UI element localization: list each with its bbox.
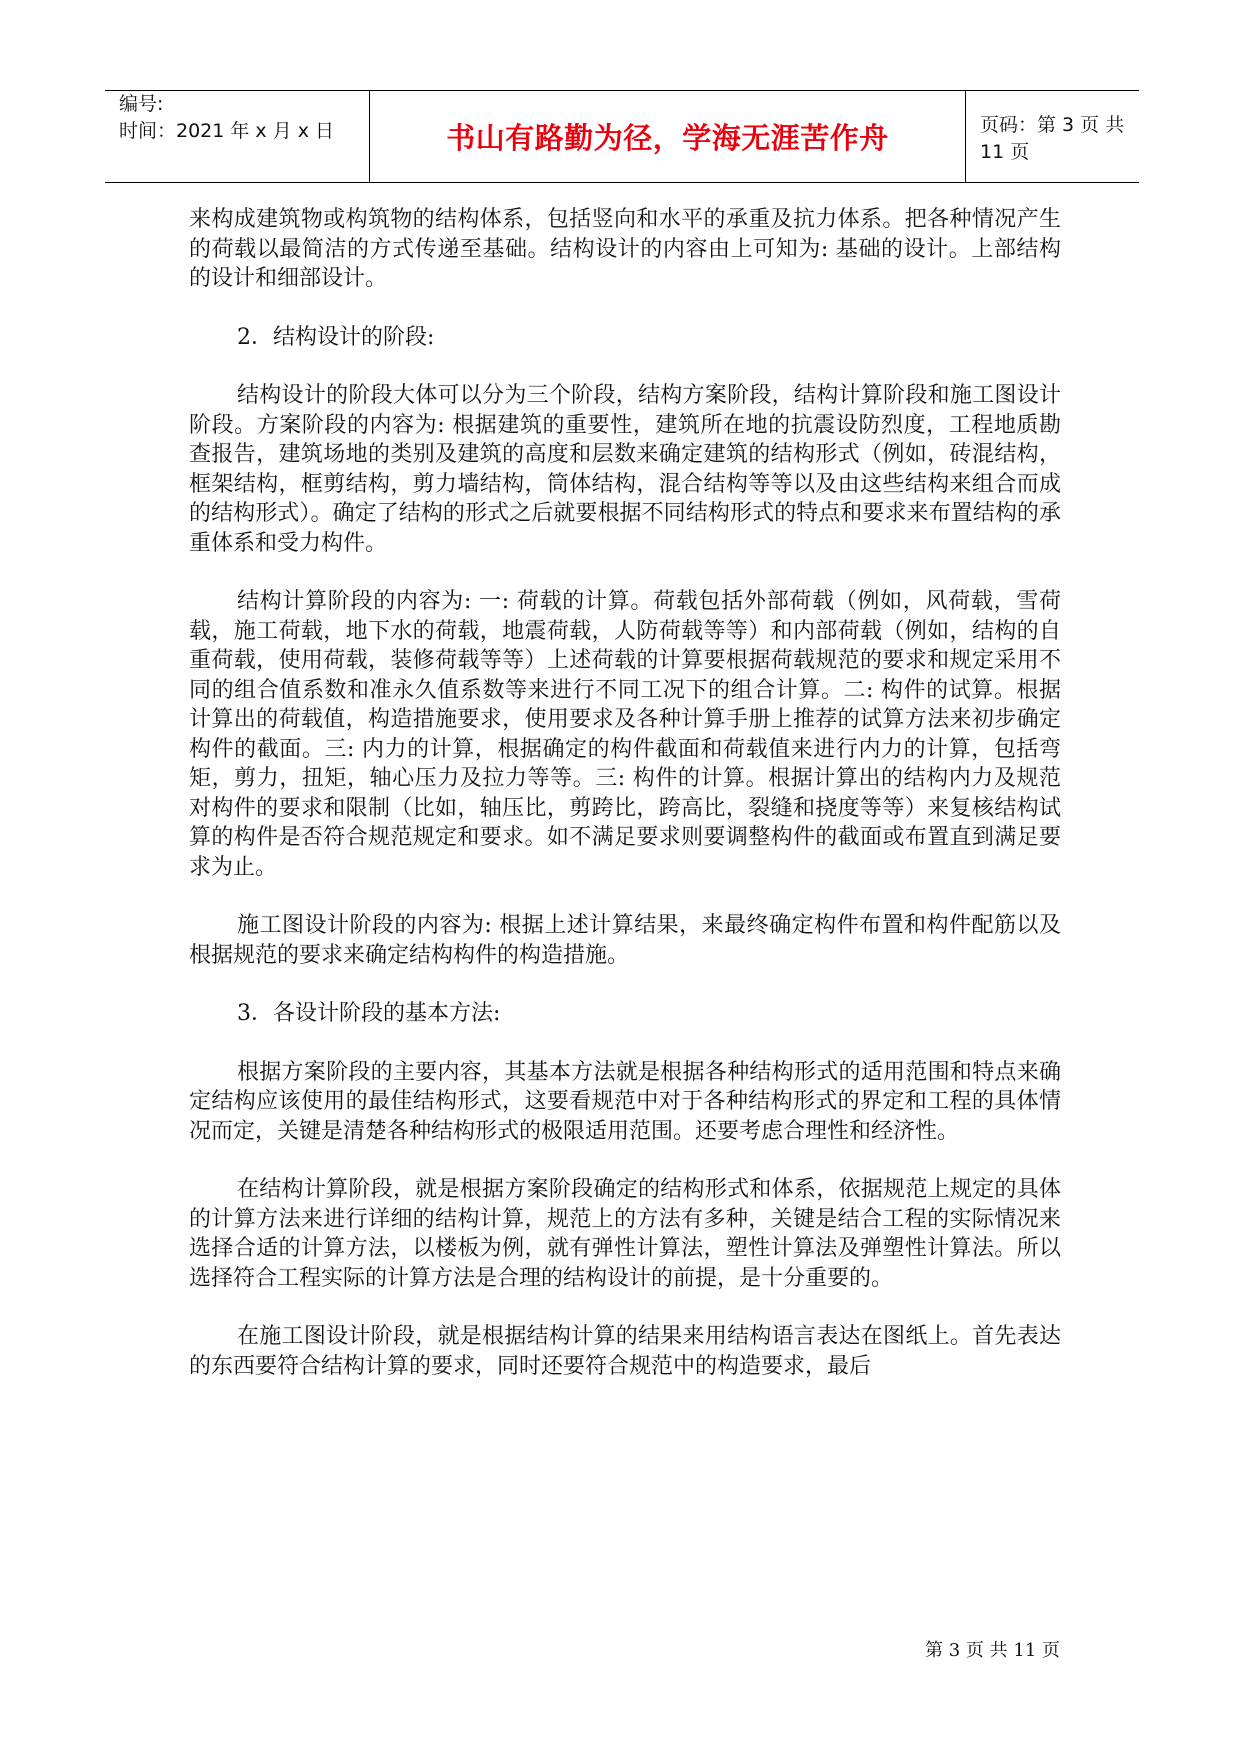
serial-number-label: 编号: [119,93,164,115]
date-label: 时间：2021 年 x 月 x 日 [119,120,335,142]
paragraph-stages-overview: 结构设计的阶段大体可以分为三个阶段，结构方案阶段，结构计算阶段和施工图设计阶段。方案阶段的内容为: 根据建筑的重要性，建筑所在地的抗震设防烈度，工程地质勘查报告，建筑场地的类别及建筑的高度和层数来确定建筑的结构形式（例如，砖混结构，框架结构，框剪结构，剪力墙结构，筒体结构，混合结构等等以及由这些结构来组合而成的结构形式）。确定了结构的形式之后就要根据不同结构形式的特点和要求来布置结构的承重体系和受力构件。 [189,383,1061,556]
section-heading-2: 2．结构设计的阶段: [237,324,435,350]
paragraph-drawing-stage: 施工图设计阶段的内容为: 根据上述计算结果，来最终确定构件布置和构件配筋以及根据规范的要求来确定结构构件的构造措施。 [189,913,1061,968]
header-meta [105,91,370,182]
header-page-number: 页码：第 3 页 共 11 页 [980,113,1125,163]
page-header [105,90,1139,183]
document-body [189,205,1061,1381]
header-motto: 书山有路勤为径，学海无涯苦作舟 [370,91,966,182]
paragraph-scheme-method: 根据方案阶段的主要内容，其基本方法就是根据各种结构形式的适用范围和特点来确定结构应该使用的最佳结构形式，这要看规范中对于各种结构形式的界定和工程的具体情况而定，关键是清楚各种结构形式的极限适用范围。还要考虑合理性和经济性。 [189,1059,1061,1144]
paragraph-calculation-method: 在结构计算阶段，就是根据方案阶段确定的结构形式和体系，依据规范上规定的具体的计算方法来进行详细的结构计算，规范上的方法有多种，关键是结合工程的实际情况来选择合适的计算方法，以楼板为例，就有弹性计算法，塑性计算法及弹塑性计算法。所以选择符合工程实际的计算方法是合理的结构设计的前提，是十分重要的。 [189,1177,1061,1291]
paragraph-drawing-method: 在施工图设计阶段，就是根据结构计算的结果来用结构语言表达在图纸上。首先表达的东西要符合结构计算的要求，同时还要符合规范中的构造要求，最后 [189,1324,1061,1379]
section-heading-3: 3．各设计阶段的基本方法: [237,1001,501,1026]
paragraph-calculation-stage: 结构计算阶段的内容为: 一: 荷载的计算。荷载包括外部荷载（例如，风荷载，雪荷载，施工荷载，地下水的荷载，地震荷载，人防荷载等等）和内部荷载（例如，结构的自重荷载，使用荷载，装修荷载等等）上述荷载的计算要根据荷载规范的要求和规定采用不同的组合值系数和准永久值系数等来进行不同工况下的组合计算。二: 构件的试算。根据计算出的荷载值，构造措施要求，使用要求及各种计算手册上推荐的试算方法来初步确定构件的截面。三: 内力的计算，根据确定的构件截面和荷载值来进行内力的计算，包括弯矩，剪力，扭矩，轴心压力及拉力等等。三: 构件的计算。根据计算出的结构内力及规范对构件的要求和限制（比如，轴压比，剪跨比，跨高比，裂缝和挠度等等）来复核结构试算的构件是否符合规范规定和要求。如不满足要求则要调整构件的截面或布置直到满足要求为止。 [189,589,1061,880]
page-footer: 第 3 页 共 11 页 [925,1640,1060,1661]
paragraph-continued: 来构成建筑物或构筑物的结构体系，包括竖向和水平的承重及抗力体系。把各种情况产生的荷载以最简洁的方式传递至基础。结构设计的内容由上可知为: 基础的设计。上部结构的设计和细部设计。 [189,207,1061,291]
